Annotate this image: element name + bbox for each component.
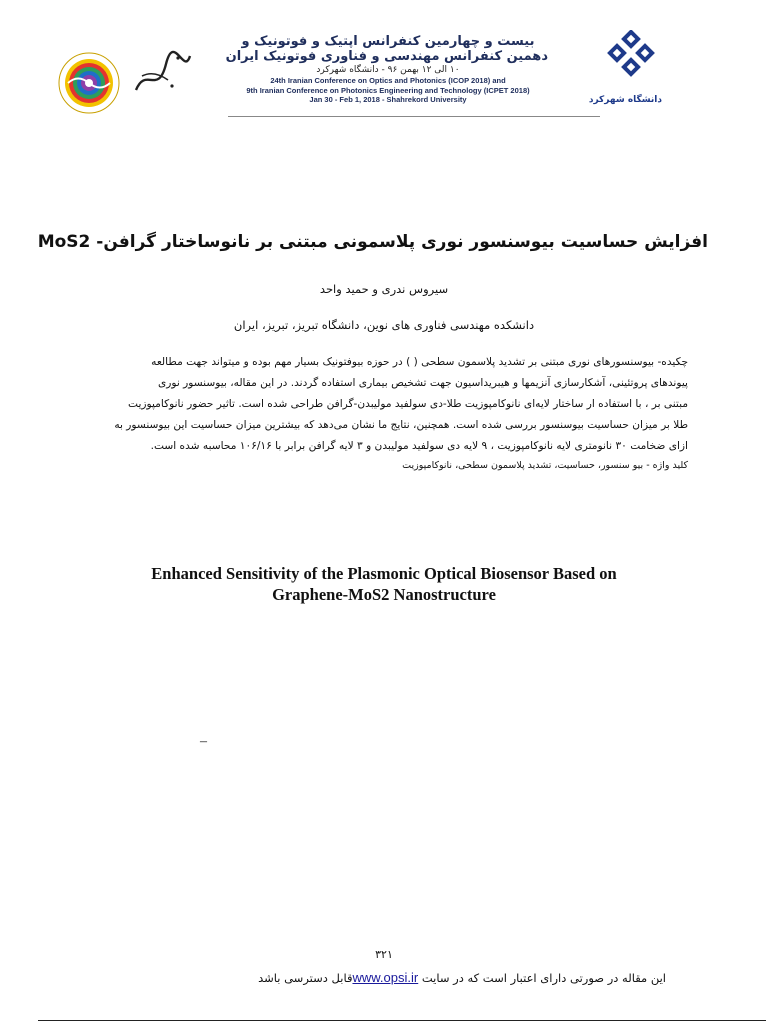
- keywords-fa: کلید واژه - بیو سنسور، حساسیت، تشدید پلاسمون سطحی، نانوکامپوزیت: [402, 460, 688, 471]
- page-number: ۳۲۱: [375, 948, 393, 961]
- abstract-line-3: مبتنی بر ، با استفاده ار ساختار لایه‌ای نانوکامپوزیت طلا-دی سولفید مولیبدن-گرافن طراحی شده است. تاثیر حضور نانوکامپوزیت: [128, 398, 688, 410]
- abstract-line-2: پیوندهای پروتئینی، آشکارسازی آنزیمها و هیبریداسیون جهت تشخیص بیماری استفاده گردند. در این مقاله، بیوسنسور نوری: [157, 377, 688, 389]
- right-logo-caption: دانشگاه شهرکرد: [588, 95, 662, 105]
- opsi-link[interactable]: www.opsi.ir: [352, 970, 419, 985]
- shahrekord-university-logo: [588, 30, 662, 110]
- banner-en-line1: 24th Iranian Conference on Optics and Photonics (ICOP 2018) and: [270, 76, 506, 85]
- paper-title-en-line2: Graphene-MoS2 Nanostructure: [272, 585, 496, 604]
- footer-text-after: قابل دسترسی باشد: [258, 971, 353, 985]
- footer-note: [60, 970, 666, 985]
- footer-text-before: این مقاله در صورتی دارای اعتبار است که در سایت: [418, 971, 666, 985]
- paper-title-fa: افزایش حساسیت بیوسنسور نوری پلاسمونی مبتنی بر نانوساختار گرافن- MoS2: [37, 232, 708, 252]
- optics-society-logo: [58, 52, 120, 114]
- conference-banner: [225, 34, 548, 114]
- banner-en-line2: 9th Iranian Conference on Photonics Engineering and Technology (ICPET 2018): [246, 85, 530, 95]
- abstract-line-1: چکیده- بیوسنسورهای نوری مبتنی بر تشدید پلاسمون سطحی ( ) در حوزه بیوفتونیک بسیار مهم بوده و میتواند جهت مطالعه: [151, 356, 688, 368]
- society-script-logo: [128, 46, 198, 102]
- banner-fa-line1: بیست و چهارمین کنفرانس اپتیک و فوتونیک و: [241, 34, 535, 49]
- abstract-line-4: طلا بر میزان حساسیت بیوسنسور بررسی شده است. همچنین، نتایج ما نشان می‌دهد که بیشترین میزان حساسیت این بیوسنسور به: [114, 419, 688, 431]
- abstract-line-5: ازای ضخامت ۳۰ نانومتری لایه نانوکامپوزیت ، ۹ لایه دی سولفید مولیبدن و ۳ لایه گرافن برابر با ۱۰۶/۱۶ محاسبه شده است.: [150, 440, 688, 452]
- authors-fa: سیروس ندری و حمید واحد: [319, 282, 449, 296]
- stray-dash: –: [200, 734, 207, 749]
- paper-title-en: [60, 563, 708, 605]
- banner-en-line3: Jan 30 - Feb 1, 2018 - Shahrekord University: [309, 95, 467, 104]
- banner-fa-line2: دهمین کنفرانس مهندسی و فناوری فوتونیک ایران: [225, 49, 548, 64]
- footer-divider: [38, 1020, 766, 1021]
- banner-fa-dates: ۱۰ الی ۱۲ بهمن ۹۶ - دانشگاه شهرکرد: [316, 65, 460, 75]
- paper-title-en-line1: Enhanced Sensitivity of the Plasmonic Optical Biosensor Based on: [151, 564, 617, 583]
- header-divider: [228, 116, 600, 117]
- affiliation-fa: دانشکده مهندسی فناوری های نوین، دانشگاه تبریز، تبریز، ایران: [233, 318, 535, 332]
